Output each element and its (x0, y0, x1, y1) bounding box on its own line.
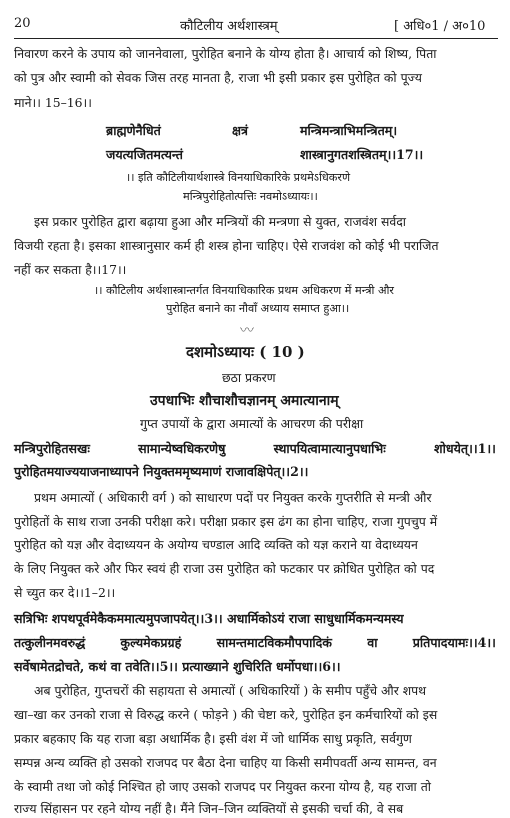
para3-line: पुरोहितों के साथ राजा उनकी परीक्षा करे। परीक्षा प्रकार इस ढंग का होना चाहिए, राजा गुपचुप में (14, 514, 438, 529)
subject-hindi: गुप्त उपायों के द्वारा अमात्यों के आचरण की परीक्षा (140, 416, 364, 431)
para3-line: प्रथम अमात्यों ( अधिकारी वर्ग ) को साधारण पदों पर नियुक्त करके गुप्तरीति से मन्त्री और (34, 490, 432, 505)
sutra-word: मन्त्रिपुरोहितसखः (14, 441, 90, 456)
sutra-word: तत्कुलीनमवरुद्धं (14, 635, 86, 650)
para4-line: खा–खा कर उनको राजा से विरुद्ध करने ( फोड़ने ) की चेष्टा करे, पुरोहित इन कर्मचारियों को इस (14, 707, 438, 722)
para3-line: पुरोहित को यज्ञ और वेदाध्ययन के अयोग्य चण्डाल आदि व्यक्ति को यज्ञ कराने या वेदाध्ययन (14, 537, 418, 552)
page-number: 20 (14, 16, 31, 31)
header-rule (14, 38, 498, 39)
para4-line: अब पुरोहित, गुप्तचरों की सहायता से अमात्यों ( अधिकारियों ) के समीप पहुँचे और शपथ (34, 683, 427, 698)
para4-line: के स्वामी तथा जो कोई निश्चित हो जाए उसको राजपद पर नियुक्त करना योग्य है, यह राजा तो (14, 779, 431, 794)
verse-word: क्षत्रं (232, 123, 248, 138)
sutra-word: शोधयेत्।।1।। (434, 441, 496, 456)
chapter-reference: [ अधि०1 / अ०10 (394, 19, 486, 34)
sutra-line: सर्वेषामेतद्रोचते, कथं वा तवेति।।5।। प्रत्याख्याने शुचिरिति धर्मोपधा।।6।। (14, 659, 341, 674)
running-title: कौटिलीय अर्थशास्त्रम् (180, 19, 278, 34)
para4-line: सम्पन्न अन्य व्यक्ति हो उसको राजपद पर बैठा देना चाहिए या किसी समीपवर्ती अन्य सामन्त, वन (14, 755, 437, 770)
verse-word: जयत्यजितमत्यन्तं (106, 147, 183, 162)
sutra-word: कुल्यमेकप्रग्रहं (120, 635, 182, 650)
para1-line: को पुत्र और स्वामी को सेवक जिस तरह मानता है, राजा भी इसी प्रकार इस पुरोहित को पूज्य (14, 70, 422, 85)
sutra-line (14, 634, 496, 652)
para4-line: राज्य सिंहासन पर रहने योग्य नहीं है। मैंने जिन–जिन व्यक्तियों से इसकी चर्चा की, वे सब (14, 801, 404, 816)
para2-line: इस प्रकार पुरोहित द्वारा बढ़ाया हुआ और मन्त्रियों की मन्त्रणा से युक्त, राजवंश सर्वदा (34, 214, 407, 229)
sutra-line (14, 440, 496, 458)
verse-word: मन्त्रिमन्त्राभिमन्त्रितम्। (300, 123, 398, 138)
para2-line: विजयी रहता है। इसका शास्त्रानुसार कर्म ही शस्त्र होना चाहिए। ऐसे राजवंश को कोई भी पराजित (14, 238, 439, 253)
sutra-word: प्रतिपादयामः।।4।। (412, 635, 496, 650)
verse-word: ब्राह्मणेनैधितं (106, 123, 161, 138)
sutra-word: सामन्तमाटविकमौपपादिकं (216, 635, 332, 650)
sutra-word: सामान्येष्वधिकरणेषु (138, 441, 226, 456)
para3-line: के लिए नियुक्त करे और फिर स्वयं ही राजा उस पुरोहित को फटकार पर क्रोधित पुरोहित को पद (14, 561, 435, 576)
para3-line: से च्युत कर दे।।1–2।। (14, 585, 116, 600)
para1-line: निवारण करने के उपाय को जाननेवाला, पुरोहित बनाने के योग्य होता है। आचार्य को शिष्य, पिता (14, 46, 437, 61)
sutra-line: पुरोहितमयाज्ययाजनाध्यापने नियुक्तममृष्यमाणं राजावक्षिपेत्।।2।। (14, 464, 309, 479)
ornament-divider: 〰 (240, 323, 254, 339)
para2-line: नहीं कर सकता है।।17।। (14, 262, 127, 277)
para1-line: माने।। 15–16।। (14, 95, 92, 110)
hindi-colophon-line: ।। कौटिलीय अर्थशास्त्रान्तर्गत विनयाधिकारिक प्रथम अधिकरण में मन्त्री और (94, 284, 394, 297)
hindi-colophon-line: पुरोहित बनाने का नौवाँ अध्याय समाप्त हुआ।। (166, 302, 350, 315)
sanskrit-colophon-line: ।। इति कौटिलीयार्थशास्त्रे विनयाधिकारिके प्रथमेऽधिकरणे (126, 171, 351, 184)
verse-word: शास्त्रानुगतशस्त्रितम्।।17।। (300, 147, 424, 162)
chapter-title: दशमोऽध्यायः ( 10 ) (186, 343, 305, 361)
subject-sanskrit: उपधाभिः शौचाशौचज्ञानम् अमात्यानाम् (150, 393, 339, 409)
prakaran-label: छठा प्रकरण (222, 370, 276, 385)
para4-line: प्रकार बहकाए कि यह राजा बड़ा अधार्मिक है। इसी वंश में जो धार्मिक साधु प्रकृति, सर्वगुण (14, 731, 412, 746)
sanskrit-colophon-line: मन्त्रिपुरोहितोत्पत्तिः नवमोऽध्यायः।। (183, 190, 318, 203)
sutra-word: वा (367, 635, 378, 650)
sutra-word: स्थापयित्वामात्यानुपधाभिः (273, 441, 386, 456)
sutra-line: सत्रिभिः शपथपूर्वमेकैकममात्यमुपजापयेत्।।3।। अधार्मिकोऽयं राजा साधुधार्मिकमन्यमस्य (14, 611, 404, 626)
